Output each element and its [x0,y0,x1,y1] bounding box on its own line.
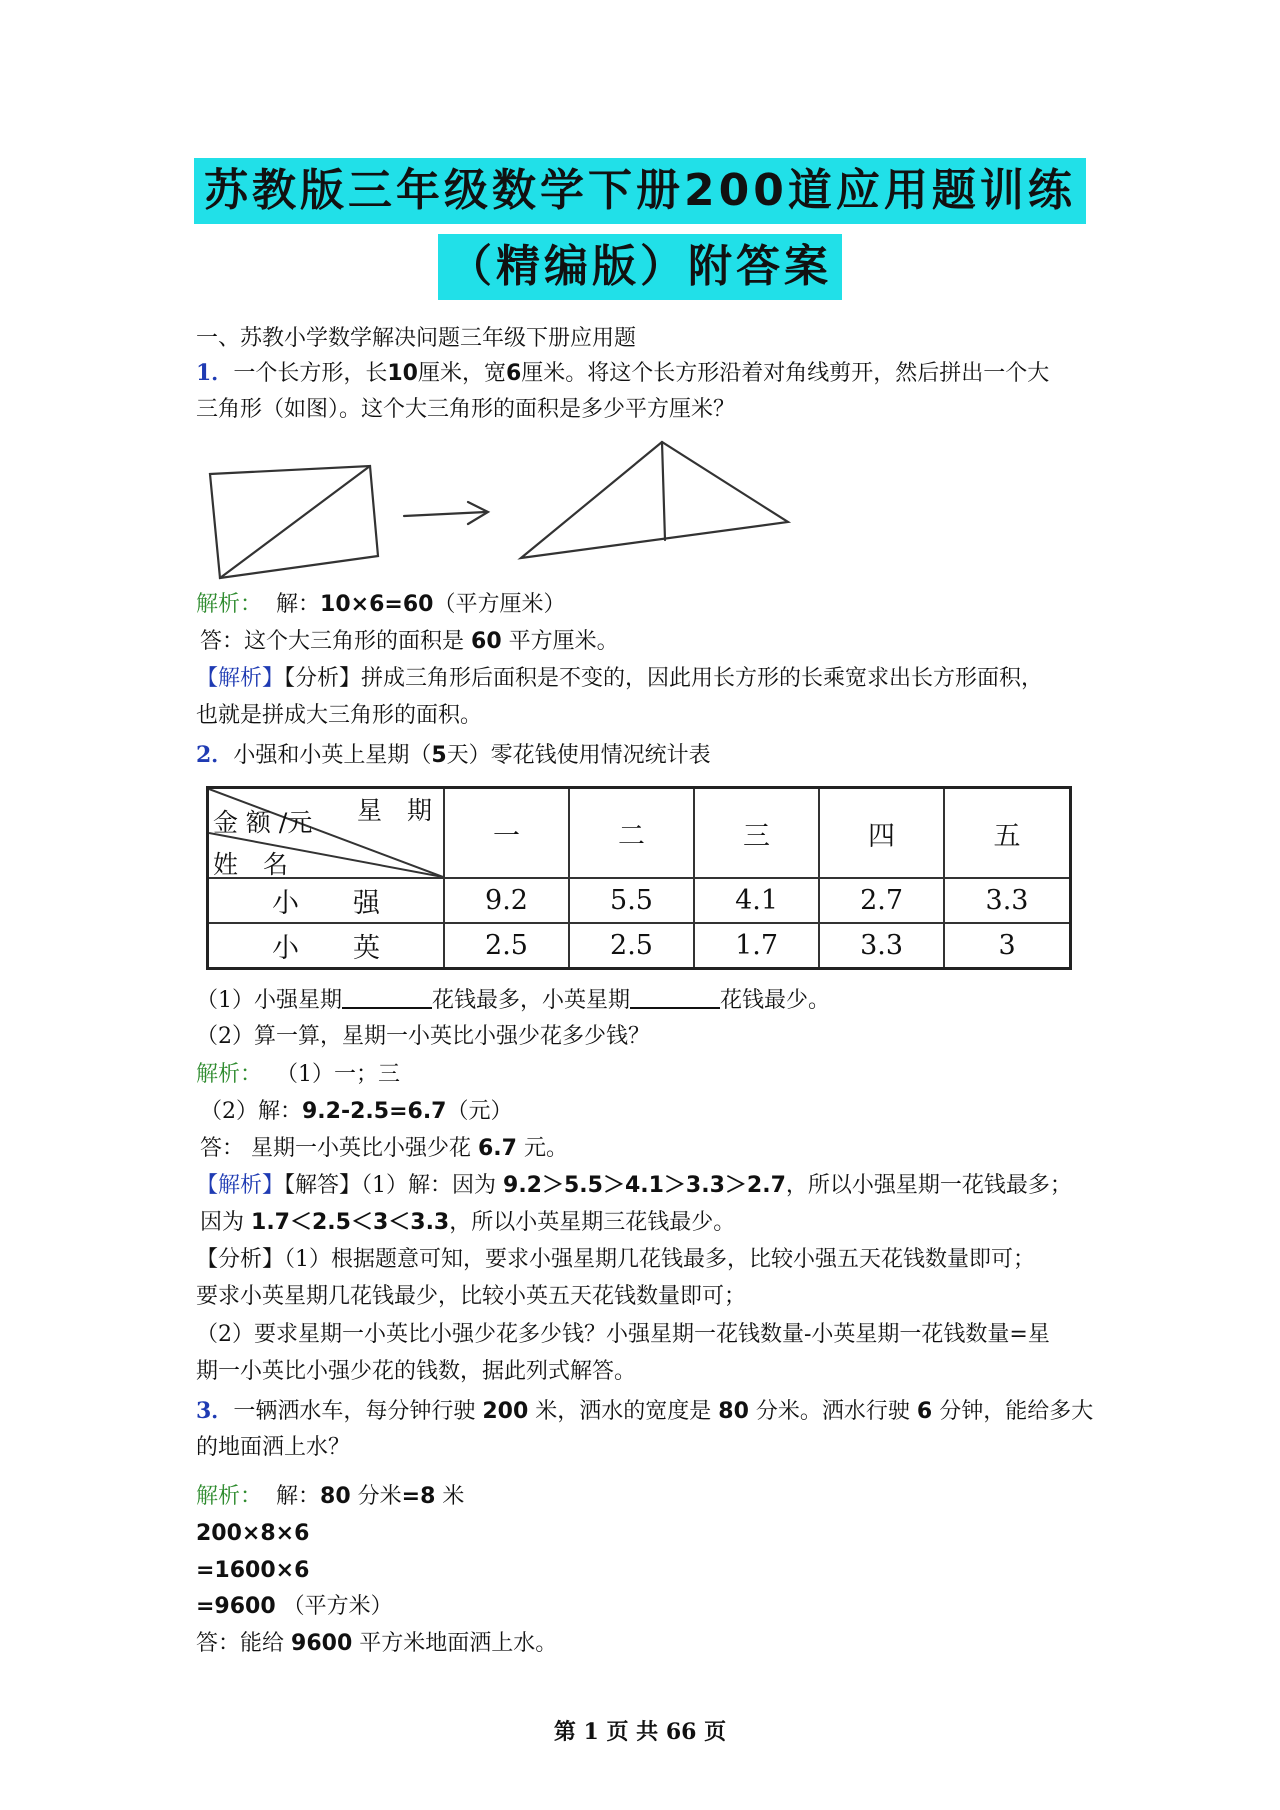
q1-answer-b: 平方厘米。 [508,629,619,654]
q2-answer-1: （1）一；三 [276,1062,401,1087]
corner-label-amount: 金 额 /元 [213,808,313,837]
row-name-cell: 小 英 [208,923,445,969]
q3-speed: 200 [482,1399,529,1424]
q3-text-c: 分米。洒水行驶 [755,1399,910,1424]
table-row [208,878,1071,923]
triangle-shape [521,442,788,558]
q3-number: 3． [196,1398,234,1424]
day-header-cell: 四 [819,788,944,879]
q2-analysis-line [196,1060,400,1090]
q3-sol1-a: 解： [276,1484,321,1509]
q2-sub-1 [196,985,830,1016]
q2-sub1-b: 花钱最多，小英星期 [432,988,631,1013]
q3-sol1-b: 分米 [357,1484,402,1509]
q2-line-1 [196,740,711,771]
q3-answer-line [196,1629,557,1659]
q3-step-3: =9600 [196,1594,276,1619]
q1-solution-expression: 10×6=60 [320,592,434,617]
corner-label-weekday: 星 期 [357,796,433,825]
q2-ans2-a: （2）解： [200,1099,302,1124]
value-cell: 1.7 [694,923,819,969]
q3-step-2: =1600×6 [196,1558,310,1583]
q3-answer-a: 答：能给 [196,1631,285,1656]
q1-note-line-2: 也就是拼成大三角形的面积。 [196,703,483,728]
q2-solution-line [200,1097,513,1127]
q3-analysis-line [196,1482,464,1512]
q1-text-c: 厘米。将这个长方形沿着对角线剪开，然后拼出一个大 [521,361,1050,386]
value-cell: 9.2 [444,878,569,923]
q1-text-a: 一个长方形，长 [233,361,388,386]
q2-note1-a: 【解答】（1）解：因为 [284,1173,497,1198]
q2-number: 2． [196,742,234,768]
value-cell: 5.5 [569,878,694,923]
q1-line-1 [196,358,1049,389]
triangle-cut-line [662,442,665,540]
table-header-row [208,788,1071,879]
page-footer [0,1715,1280,1746]
section-heading: 一、苏教小学数学解决问题三年级下册应用题 [196,326,637,351]
q1-solution-unit: （平方厘米） [433,592,566,617]
allowance-table-grid [206,786,1072,970]
q2-analysis-paragraph-3: （2）要求星期一小英比小强少花多少钱？小强星期一花钱数量-小英星期一花钱数量=星 [196,1322,1050,1347]
q2-note2-b: ，所以小英星期三花钱最少。 [449,1210,736,1235]
q2-sub1-c: 花钱最少。 [720,988,831,1013]
q2-text-a: 小强和小英上星期（ [233,743,432,768]
q1-answer-number: 60 [471,629,502,654]
q3-step-3-unit: （平方米） [282,1594,393,1619]
q2-note1-expression: 9.2＞5.5＞4.1＞3.3＞2.7 [503,1173,786,1198]
q1-answer-a: 答：这个大三角形的面积是 [200,629,465,654]
q2-answer-line [200,1134,568,1164]
corner-label-name: 姓 名 [213,850,289,879]
footer-c: 页 [704,1719,727,1745]
q1-note-tag: 【解析】 [196,666,285,691]
q1-number: 1． [196,360,234,386]
q3-line-1 [196,1396,1093,1427]
q3-answer-b: 平方米地面洒上水。 [359,1631,558,1656]
allowance-table [206,786,1072,964]
day-header-cell: 一 [444,788,569,879]
value-cell: 2.7 [819,878,944,923]
day-header-cell: 五 [944,788,1070,879]
q2-analysis-label: 解析： [196,1062,263,1087]
q1-analysis-label: 解析： [196,592,263,617]
q3-line-2: 的地面洒上水？ [196,1435,351,1460]
footer-total-pages: 66 [665,1719,697,1745]
q1-answer-line [200,627,619,657]
q1-text-b: 厘米，宽 [417,361,506,386]
q1-line-2: 三角形（如图）。这个大三角形的面积是多少平方厘米？ [196,397,736,422]
q3-sol1-d: 米 [442,1484,465,1509]
q3-width: 80 [718,1399,749,1424]
value-cell: 2.5 [444,923,569,969]
q1-analysis-line [196,590,565,620]
q2-analysis-paragraph-2: 要求小英星期几花钱最少，比较小英五天花钱数量即可； [196,1284,747,1309]
table-corner-cell [208,788,445,879]
q3-answer-number: 9600 [291,1631,353,1656]
document-title-1: 苏教版三年级数学下册200道应用题训练 [194,158,1086,224]
q1-length: 10 [387,361,418,386]
value-cell: 3.3 [944,878,1070,923]
value-cell: 3.3 [819,923,944,969]
q2-ans2-expression: 9.2-2.5=6.7 [302,1099,447,1124]
q1-note-a: 【分析】拼成三角形后面积是不变的，因此用长方形的长乘宽求出长方形面积， [284,666,1044,691]
q2-answer-a: 答： 星期一小英比小强少花 [200,1136,471,1161]
q2-sub-2: （2）算一算，星期一小英比小强少花多少钱？ [196,1024,650,1049]
q2-note2-expression: 1.7＜2.5＜3＜3.3 [251,1210,450,1235]
row-name-cell: 小 强 [208,878,445,923]
q2-days: 5 [431,743,447,768]
document-title-2: （精编版）附答案 [438,234,842,300]
value-cell: 4.1 [694,878,819,923]
title-line-1 [0,158,1280,224]
q3-sol1-expression: 80 [320,1484,351,1509]
answer-blank-2 [630,985,720,1009]
arrow-shaft [404,512,486,516]
q1-note-line-1 [196,664,1043,694]
table-row [208,923,1071,969]
q3-text-a: 一辆洒水车，每分钟行驶 [233,1399,476,1424]
q1-figure [196,430,836,584]
q3-text-b: 米，洒水的宽度是 [535,1399,712,1424]
q2-note-line-2 [200,1208,735,1238]
footer-b: 页 共 [606,1719,659,1745]
q2-analysis-paragraph-4: 期一小英比小强少花的钱数，据此列式解答。 [196,1359,637,1384]
title-line-2 [0,234,1280,300]
q2-answer-b: 元。 [523,1136,568,1161]
footer-a: 第 [553,1719,576,1745]
answer-blank-1 [342,985,432,1009]
q2-answer-number: 6.7 [478,1136,517,1161]
q2-analysis-paragraph-1: 【分析】（1）根据题意可知，要求小强星期几花钱最多，比较小强五天花钱数量即可； [196,1247,1035,1272]
q2-note-tag: 【解析】 [196,1173,285,1198]
q3-time: 6 [916,1399,933,1424]
q3-step-1: 200×8×6 [196,1521,310,1546]
value-cell: 2.5 [569,923,694,969]
footer-page-number: 1 [583,1719,599,1745]
q2-ans2-unit: （元） [446,1099,513,1124]
day-header-cell: 二 [569,788,694,879]
q2-text-b: 天）零花钱使用情况统计表 [446,743,711,768]
value-cell: 3 [944,923,1070,969]
q3-sol1-c: =8 [401,1484,436,1509]
day-header-cell: 三 [694,788,819,879]
rectangle-to-triangle-diagram [196,430,836,580]
q3-analysis-label: 解析： [196,1484,263,1509]
q3-text-d: 分钟，能给多大 [939,1399,1094,1424]
q2-note1-b: ，所以小强星期一花钱最多； [785,1173,1072,1198]
q2-note-line-1 [196,1171,1072,1201]
q1-solution-prefix: 解： [276,592,321,617]
q1-width: 6 [505,361,522,386]
q2-note2-a: 因为 [200,1210,245,1235]
q2-sub1-a: （1）小强星期 [196,988,342,1013]
q3-step-3-line [196,1592,393,1622]
